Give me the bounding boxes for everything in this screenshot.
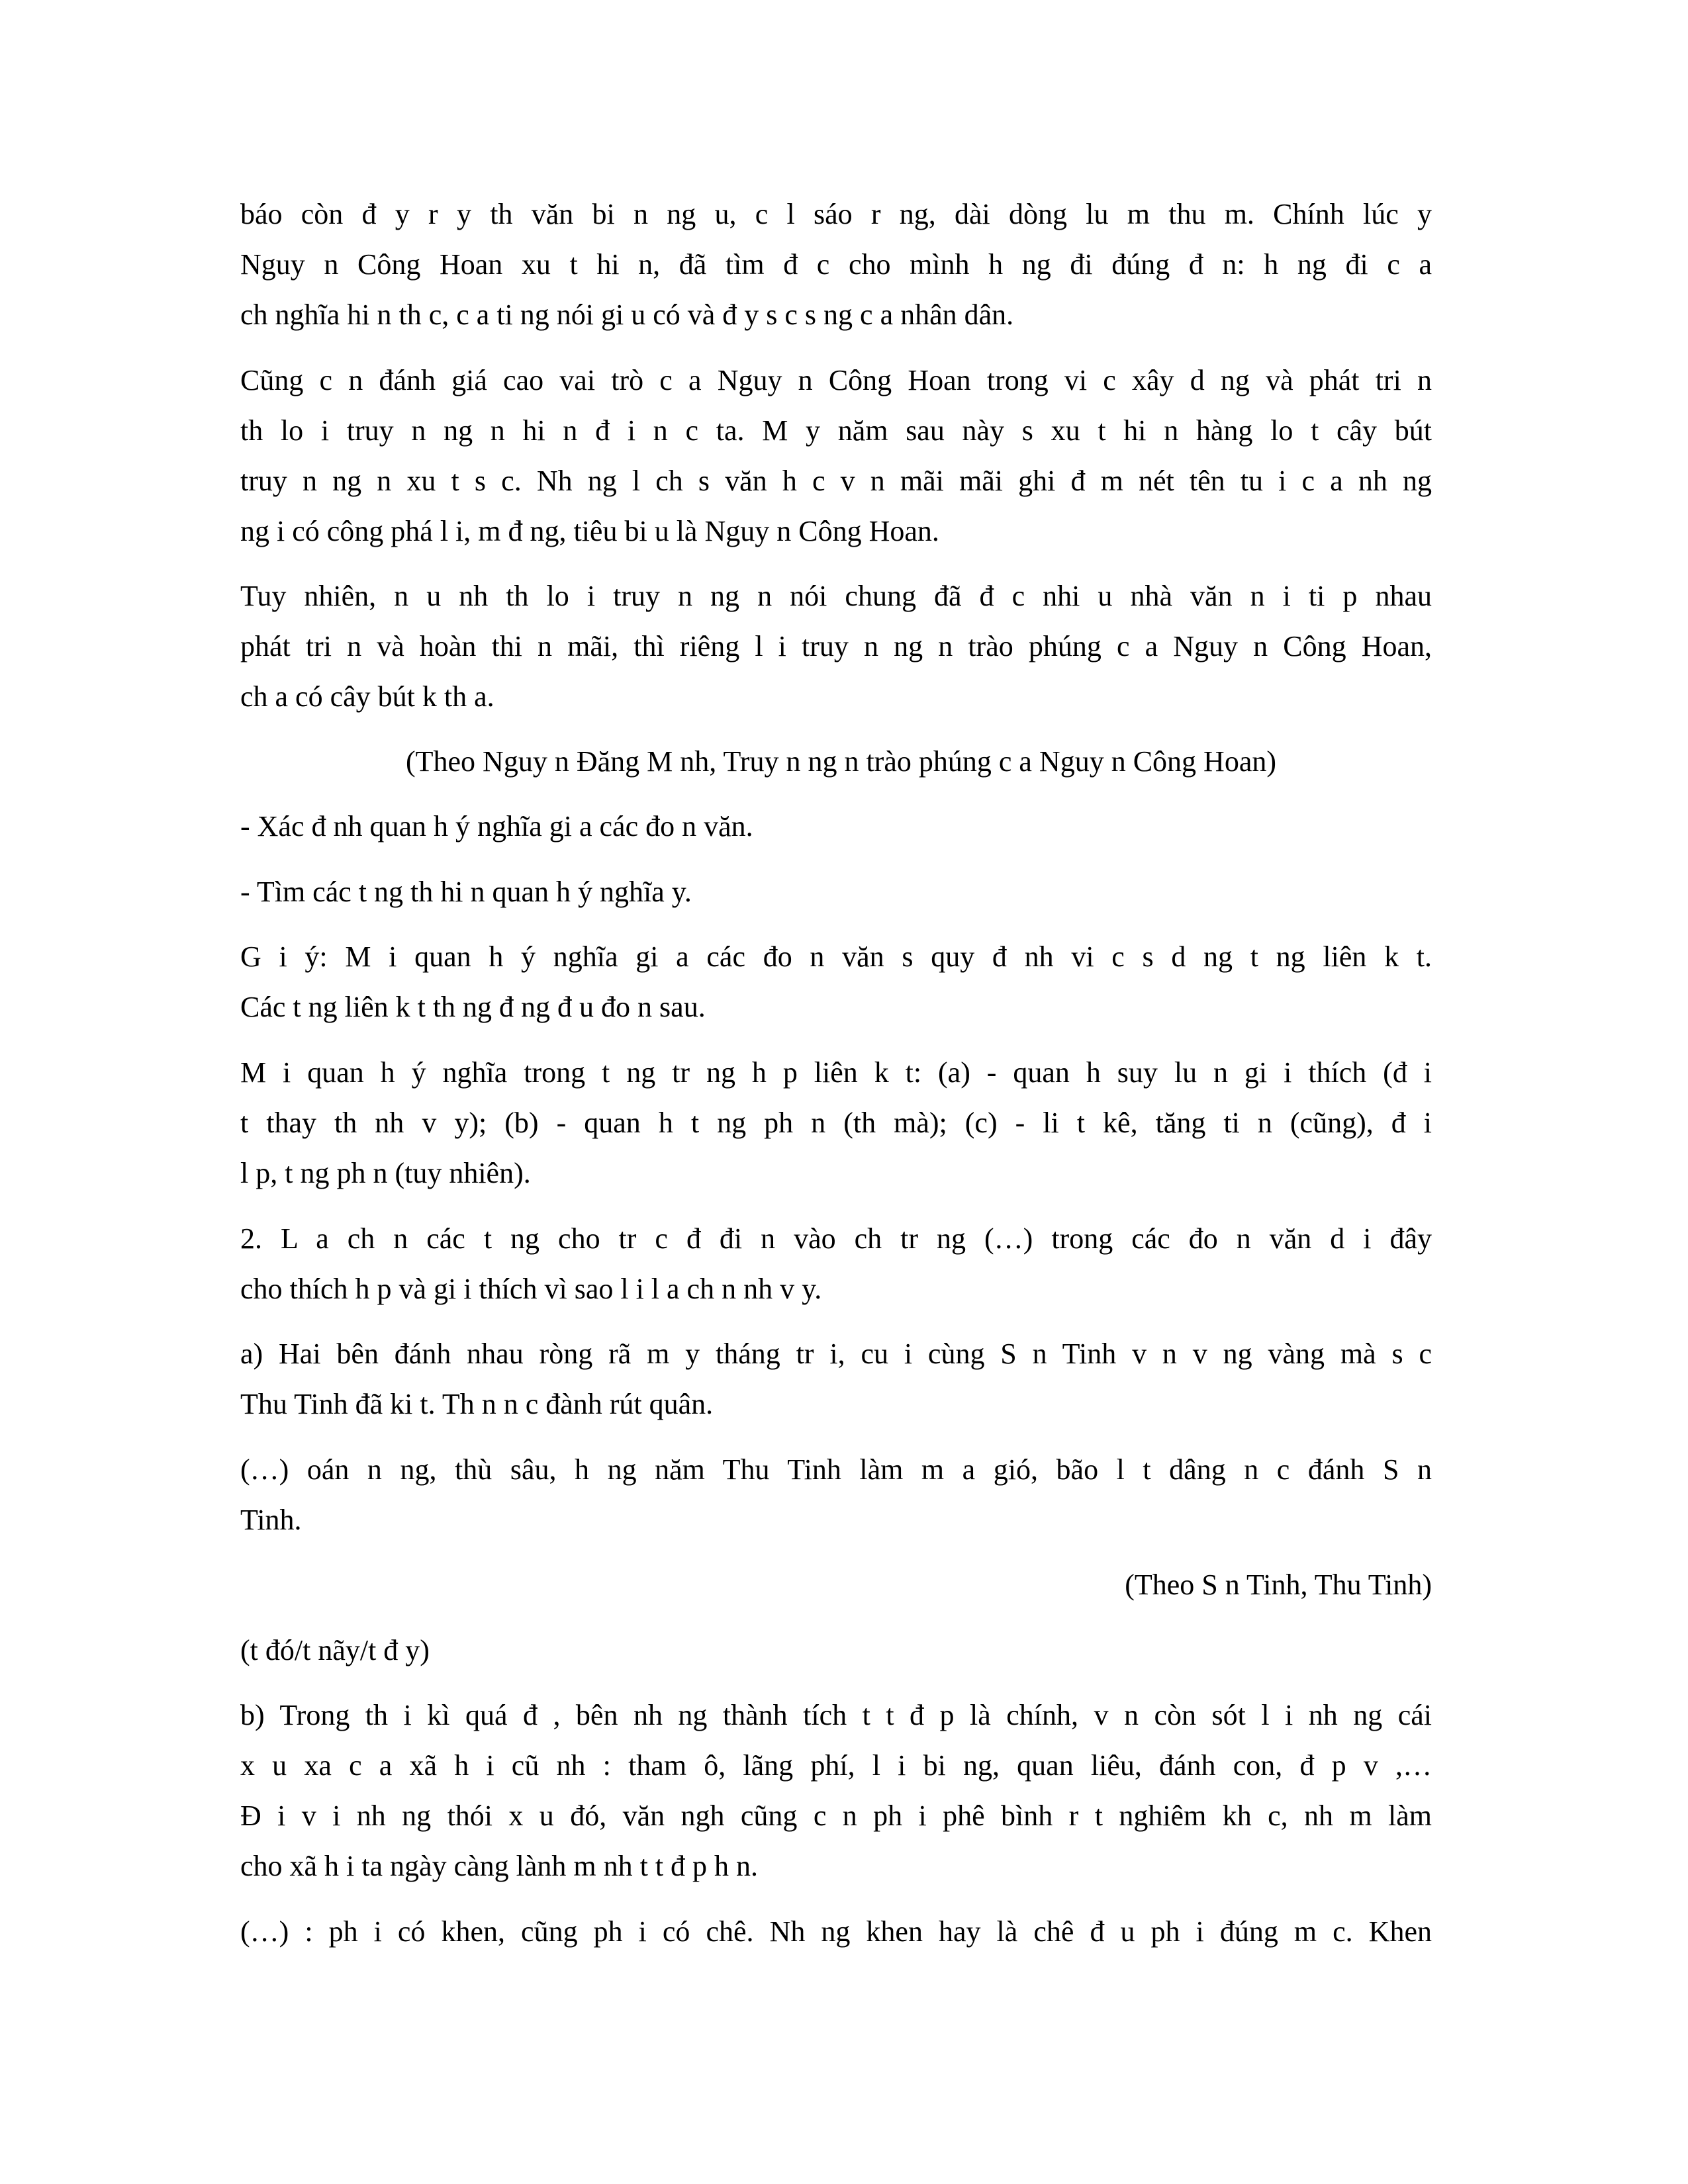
text-line: th lo i truy n ng n hi n đ i n c ta. M y năm sau này s xu t hi n hàng lo t cây bút bbox=[240, 414, 1432, 447]
text-line: (…) : ph i có khen, cũng ph i có chê. Nh ng khen hay là chê đ u ph i đúng m c. Khen bbox=[240, 1915, 1432, 1948]
text-line: Các t ng liên k t th ng đ ng đ u đo n sau. bbox=[240, 991, 706, 1023]
text-line: a) Hai bên đánh nhau ròng rã m y tháng tr i, cu i cùng S n Tinh v n v ng vàng mà s c bbox=[240, 1338, 1432, 1370]
text-line: G i ý: M i quan h ý nghĩa gi a các đo n văn s quy đ nh vi c s d ng t ng liên k t. bbox=[240, 940, 1432, 973]
text-line: Đ i v i nh ng thói x u đó, văn ngh cũng c n ph i phê bình r t nghiêm kh c, nh m làm bbox=[240, 1799, 1432, 1832]
citation: (Theo Nguy n Đăng M nh, Truy n ng n trào phúng c a Nguy n Công Hoan) bbox=[406, 745, 1276, 778]
text-line: cho xã h i ta ngày càng lành m nh t t đ p h n. bbox=[240, 1850, 759, 1882]
text-line: Tinh. bbox=[240, 1504, 302, 1536]
text-line: l p, t ng ph n (tuy nhiên). bbox=[240, 1157, 531, 1189]
text-line: truy n ng n xu t s c. Nh ng l ch s văn h c v n mãi mãi ghi đ m nét tên tu i c a nh ng bbox=[240, 465, 1432, 497]
text-line: t thay th nh v y); (b) - quan h t ng ph n (th mà); (c) - li t kê, tăng ti n (cũng), đ i bbox=[240, 1107, 1432, 1139]
text-line: ch nghĩa hi n th c, c a ti ng nói gi u có và đ y s c s ng c a nhân dân. bbox=[240, 298, 1014, 331]
text-line: Cũng c n đánh giá cao vai trò c a Nguy n Công Hoan trong vi c xây d ng và phát tri n bbox=[240, 364, 1432, 396]
text-line: - Xác đ nh quan h ý nghĩa gi a các đo n văn. bbox=[240, 810, 753, 842]
text-line: - Tìm các t ng th hi n quan h ý nghĩa y. bbox=[240, 876, 692, 908]
text-line: 2. L a ch n các t ng cho tr c đ đi n vào ch tr ng (…) trong các đo n văn d i đây bbox=[240, 1222, 1432, 1255]
text-line: Thu Tinh đã ki t. Th n n c đành rút quân. bbox=[240, 1388, 714, 1420]
document-page bbox=[240, 0, 1432, 2184]
text-line: Nguy n Công Hoan xu t hi n, đã tìm đ c cho mình h ng đi đúng đ n: h ng đi c a bbox=[240, 248, 1432, 281]
text-line: M i quan h ý nghĩa trong t ng tr ng h p liên k t: (a) - quan h suy lu n gi i thích (đ i bbox=[240, 1056, 1432, 1089]
text-line: (t đó/t nãy/t đ y) bbox=[240, 1634, 430, 1666]
text-line: x u xa c a xã h i cũ nh : tham ô, lãng phí, l i bi ng, quan liêu, đánh con, đ p v ,… bbox=[240, 1749, 1432, 1782]
text-line: Tuy nhiên, n u nh th lo i truy n ng n nói chung đã đ c nhi u nhà văn n i ti p nhau bbox=[240, 580, 1432, 612]
text-line: b) Trong th i kì quá đ , bên nh ng thành tích t t đ p là chính, v n còn sót l i nh ng cái bbox=[240, 1699, 1432, 1731]
text-line: cho thích h p và gi i thích vì sao l i l a ch n nh v y. bbox=[240, 1273, 822, 1305]
text-line: (…) oán n ng, thù sâu, h ng năm Thu Tinh làm m a gió, bão l t dâng n c đánh S n bbox=[240, 1453, 1432, 1486]
text-line: báo còn đ y r y th văn bi n ng u, c l sáo r ng, dài dòng lu m thu m. Chính lúc y bbox=[240, 198, 1432, 230]
text-line: ng i có công phá l i, m đ ng, tiêu bi u là Nguy n Công Hoan. bbox=[240, 515, 939, 547]
text-line: ch a có cây bút k th a. bbox=[240, 680, 494, 713]
citation: (Theo S n Tinh, Thu Tinh) bbox=[1125, 1569, 1432, 1601]
text-line: phát tri n và hoàn thi n mãi, thì riêng l i truy n ng n trào phúng c a Nguy n Công Hoan, bbox=[240, 630, 1432, 662]
